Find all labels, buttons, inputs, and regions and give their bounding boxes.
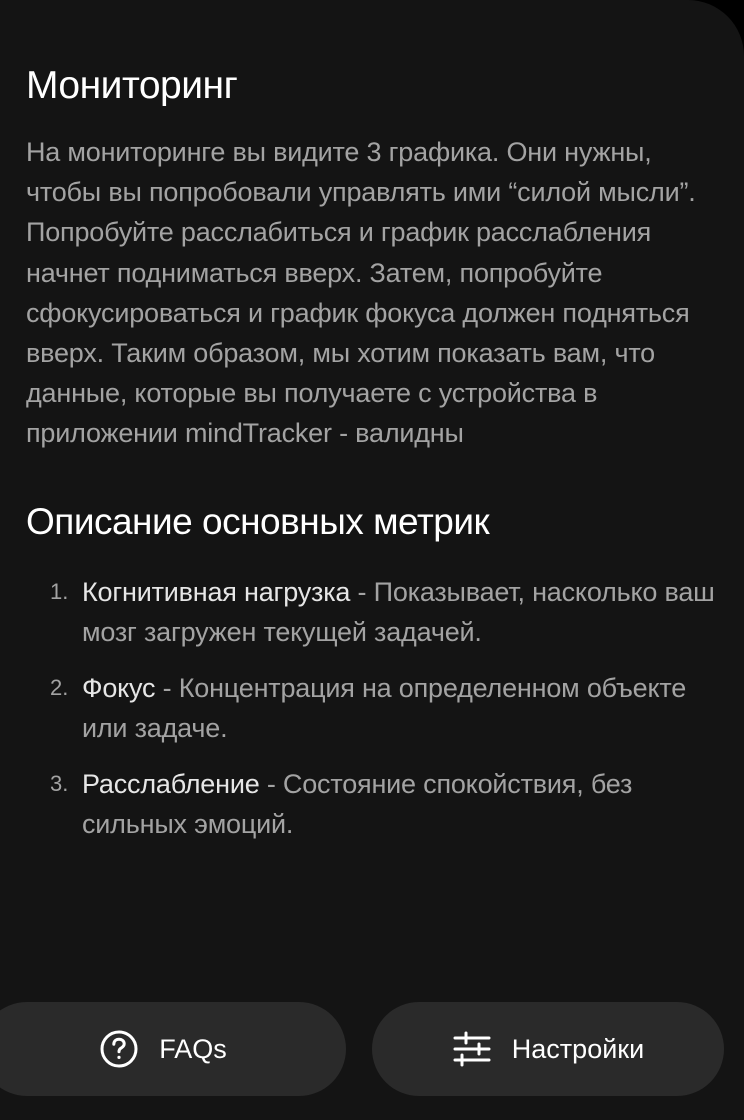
metric-item-relaxation — [26, 764, 716, 844]
metric-term: Когнитивная нагрузка — [82, 576, 351, 607]
metric-term: Расслабление — [82, 768, 260, 799]
metric-number: 1. — [50, 578, 69, 604]
metrics-title: Описание основных метрик — [26, 500, 490, 542]
faqs-button[interactable] — [0, 1002, 346, 1096]
monitoring-title: Мониторинг — [26, 64, 238, 107]
settings-label: Настройки — [511, 1033, 645, 1064]
sliders-icon — [452, 1029, 492, 1069]
faqs-label: FAQs — [159, 1033, 227, 1064]
metric-text — [82, 577, 715, 647]
metric-description: - Показывает, насколько ваш мозг загружен текущей задачей. — [82, 576, 715, 647]
metric-item-focus — [26, 668, 716, 748]
metric-term: Фокус — [82, 672, 156, 703]
settings-button[interactable] — [372, 1002, 724, 1096]
content — [26, 58, 716, 860]
question-circle-icon — [99, 1029, 139, 1069]
metric-description: - Концентрация на определенном объекте или задаче. — [82, 672, 687, 743]
metric-text — [82, 769, 632, 839]
metric-item-cognitive-load — [26, 572, 716, 652]
metric-description: - Состояние спокойствия, без сильных эмоций. — [82, 768, 633, 839]
monitoring-description: На мониторинге вы видите 3 графика. Они нужны, чтобы вы попробовали управлять ими “силой мысли”. Попробуйте расслабиться и график расслабления начнет подниматься вверх. Затем, попробуйте сфокусироваться и график фокуса должен подняться вверх. Таким образом, мы хотим показать вам, что данные, которые вы получаете с устройства в приложении mindTracker - валидны — [26, 137, 696, 449]
metric-text — [82, 673, 686, 743]
metric-number: 2. — [50, 674, 69, 700]
metric-number: 3. — [50, 770, 69, 796]
metrics-list — [26, 572, 716, 844]
